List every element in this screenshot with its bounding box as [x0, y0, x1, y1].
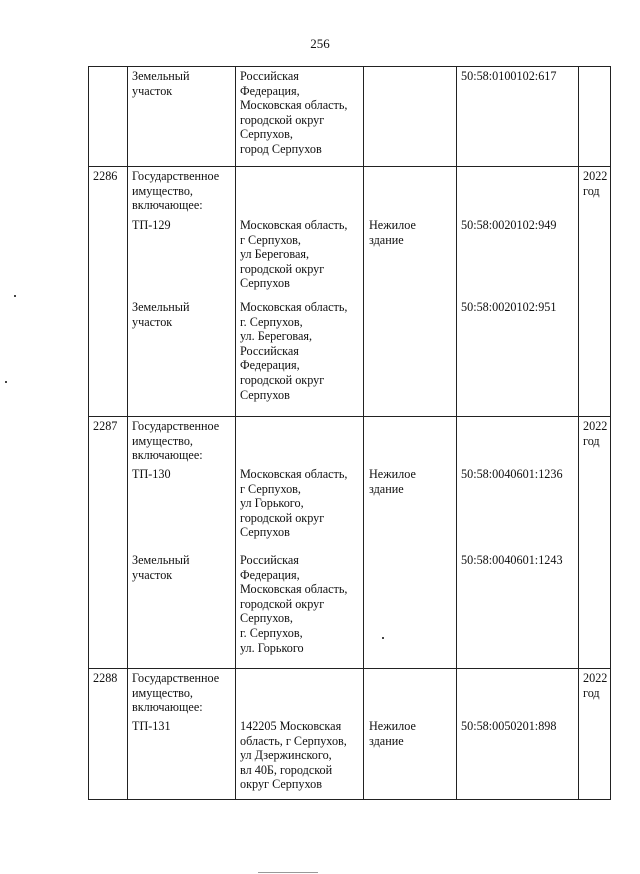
item-cadastral-number: 50:58:0040601:1236 — [461, 467, 563, 481]
item-address: Московская область, г. Серпухов, ул. Береговая, Российская Федерация, городской округ Серпухов — [240, 300, 348, 402]
item-name: Земельный участок — [132, 300, 190, 329]
item-cadastral-number: 50:58:0020102:949 — [461, 218, 557, 232]
column-divider — [363, 67, 364, 799]
page-number: 256 — [310, 36, 330, 51]
row-year: 2022 год — [583, 169, 608, 198]
scan-speck — [14, 295, 16, 297]
item-cadastral-number: 50:58:0040601:1243 — [461, 553, 563, 567]
row-divider — [89, 166, 610, 167]
column-divider — [235, 67, 236, 799]
row-year: 2022 год — [583, 671, 608, 700]
group-heading: Государственное имущество, включающее: — [132, 419, 220, 463]
item-name: ТП-129 — [132, 218, 171, 232]
item-type: Нежилое здание — [369, 467, 416, 496]
row-number: 2286 — [93, 169, 118, 183]
row-divider — [89, 416, 610, 417]
item-address: Российская Федерация, Московская область, городской округ Серпухов, г. Серпухов, ул. Горького — [240, 553, 348, 655]
item-name: ТП-130 — [132, 467, 171, 481]
item-name: Земельный участок — [132, 69, 190, 98]
column-divider — [127, 67, 128, 799]
item-address: 142205 Московская область, г Серпухов, ул Дзержинского, вл 40Б, городской округ Серпухов — [240, 719, 347, 792]
row-number: 2288 — [93, 671, 118, 685]
item-cadastral-number: 50:58:0020102:951 — [461, 300, 557, 314]
scan-speck — [5, 381, 7, 383]
row-number: 2287 — [93, 419, 118, 433]
row-year: 2022 год — [583, 419, 608, 448]
scan-speck — [382, 637, 384, 639]
column-divider — [578, 67, 579, 799]
scan-edge-mark — [258, 872, 318, 873]
property-table — [88, 66, 611, 800]
item-name: ТП-131 — [132, 719, 171, 733]
item-address: Московская область, г Серпухов, ул Горького, городской округ Серпухов — [240, 467, 348, 540]
item-cadastral-number: 50:58:0050201:898 — [461, 719, 557, 733]
item-type: Нежилое здание — [369, 218, 416, 247]
column-divider — [456, 67, 457, 799]
group-heading: Государственное имущество, включающее: — [132, 169, 220, 213]
item-name: Земельный участок — [132, 553, 190, 582]
group-heading: Государственное имущество, включающее: — [132, 671, 220, 715]
item-address: Московская область, г Серпухов, ул Береговая, городской округ Серпухов — [240, 218, 348, 291]
row-divider — [89, 668, 610, 669]
item-type: Нежилое здание — [369, 719, 416, 748]
item-address: Российская Федерация, Московская область, городской округ Серпухов, город Серпухов — [240, 69, 348, 156]
item-cadastral-number: 50:58:0100102:617 — [461, 69, 557, 83]
